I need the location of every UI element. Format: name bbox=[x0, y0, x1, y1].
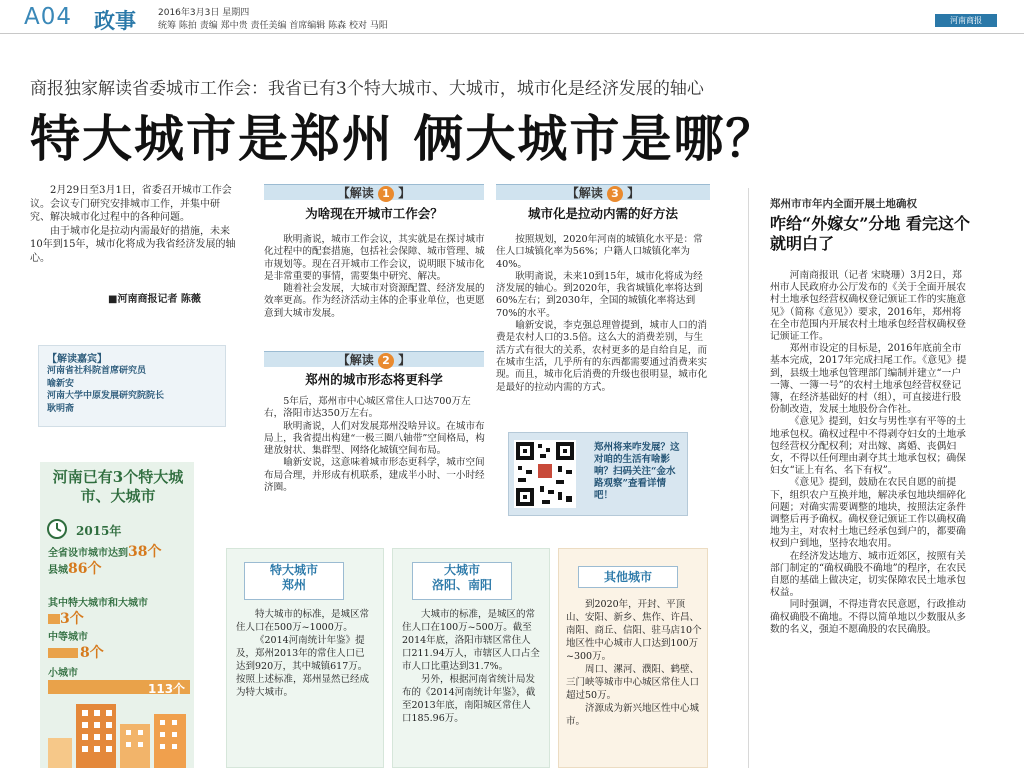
city-box-megacity-body: 特大城市的标准，是城区常住人口在500万~1000万。 《2014河南统计年鉴》提及，郑州2013年的常住人口已达到920万，其中城镇617万。按照上述标准，郑州显然已经成为特大城市。 bbox=[236, 609, 370, 698]
right-headline: 咋给“外嫁女”分地 看完这个就明白了 bbox=[770, 214, 970, 253]
city-box-other-title: 其他城市 bbox=[578, 566, 678, 588]
guest-2-name: 耿明斋 bbox=[47, 403, 75, 414]
jiedu-1-paragraph-1: 耿明斋说，城市工作会议，其实就是在探讨城市化过程中的配套措施，包括社会保障、城市管理、城市规划等。现在召开城市工作会议，说明眼下城市化是非常重要的事情，需要集中研究、解决。 bbox=[264, 234, 485, 282]
guests-title: 【解读嘉宾】 bbox=[47, 354, 107, 365]
lead-paragraph-1: 2月29日至3月1日，省委召开城市工作会议。会议专门研究安排城市工作，并集中研究、解决城市化过程中的各种问题。 bbox=[30, 185, 232, 223]
bar-medium bbox=[48, 648, 78, 658]
brand-logo: 河南商报 bbox=[935, 14, 997, 27]
right-kicker: 郑州市市年内全面开展土地确权 bbox=[770, 198, 917, 210]
buildings-illustration bbox=[48, 698, 192, 768]
jiedu-3-paragraph-2: 耿明斋说，未来10到15年，城市化将成为经济发展的轴心。到2020年，我省城镇化率将达到60%左右；到2030年，全国的城镇化率将达到70%的水平。 bbox=[496, 270, 703, 319]
jiedu-3-body bbox=[496, 234, 712, 394]
jiedu-2-paragraph-3: 喻新安说，这意味着城市形态更科学，城市空间布局合理，并形成有机联系，建成半小时、一小时经济圈。 bbox=[264, 457, 485, 494]
jiedu-2-badge: 2 bbox=[378, 353, 394, 369]
jiedu-3-paragraph-3: 喻新安说，李克强总理曾提到，城市人口的消费是农村人口的3.5倍。这么大的消费差别，与生活方式有很大的关系，农村更多的是自给自足，而在城市生活，几乎所有的东西都需要通过消费来实现。而且，城市化后消费的升级也很明显，城市化是最好的拉动内需的方式。 bbox=[496, 320, 708, 393]
qr-code[interactable] bbox=[514, 440, 576, 508]
info-line-1: 全省设市城市达到38个 bbox=[48, 544, 162, 560]
guests-box bbox=[38, 345, 226, 427]
info-line-2: 县城86个 bbox=[48, 561, 102, 577]
jiedu-1-title: 为啥现在开城市工作会？ bbox=[305, 206, 443, 221]
guest-2-title: 河南大学中原发展研究院院长 bbox=[47, 391, 165, 401]
qr-promo-text: 郑州将来咋发展？这对咱的生活有啥影响？扫码关注“金水路观察”查看详情吧！ bbox=[594, 442, 680, 501]
jiedu-1-body bbox=[264, 234, 486, 320]
bar-small-value: 113个 bbox=[148, 682, 186, 696]
jiedu-2-paragraph-1: 5年后，郑州市中心城区常住人口达700万左右，洛阳市达350万左右。 bbox=[264, 396, 471, 420]
guest-1-name: 喻新安 bbox=[47, 378, 75, 389]
issue-date: 2016年3月3日 星期四 bbox=[158, 8, 250, 18]
jiedu-2-label: 【解读 2 】 bbox=[337, 353, 411, 367]
jiedu-3-label: 【解读 3 】 bbox=[566, 186, 640, 200]
headline: 特大城市是郑州 俩大城市是哪？ bbox=[30, 109, 778, 168]
info-line-3-label: 其中特大城市和大城市 bbox=[48, 598, 148, 609]
city-box-large-city-title: 大城市 洛阳、南阳 bbox=[412, 562, 512, 600]
jiedu-3-paragraph-1: 按照规划，2020年河南的城镇化水平是：常住人口城镇化率为56%；户籍人口城镇化率为40%。 bbox=[496, 234, 703, 270]
column-divider bbox=[748, 188, 749, 768]
kicker: 商报独家解读省委城市工作会：我省已有3个特大城市、大城市，城市化是经济发展的轴心 bbox=[30, 79, 704, 99]
lead-reporter: ■河南商报记者 陈薇 bbox=[108, 294, 201, 305]
bar-large bbox=[48, 614, 60, 624]
lead-text bbox=[30, 184, 236, 265]
jiedu-3-badge: 3 bbox=[607, 186, 623, 202]
staff-credits: 统筹 陈拍 责编 郑中贵 责任美编 首席编辑 陈森 校对 马阳 bbox=[158, 21, 388, 31]
lead-paragraph-2: 由于城市化是拉动内需最好的措施，未来10年到15年，城市化将成为我省经济发展的轴心。 bbox=[30, 225, 236, 264]
jiedu-2-body bbox=[264, 396, 486, 494]
city-box-megacity-title: 特大城市 郑州 bbox=[244, 562, 344, 600]
city-box-large-city-body: 大城市的标准，是城区的常住人口在100万~500万。截至2014年底，洛阳市辖区常住人口211.94万人，市辖区人口占全市人口比重达到31.7%。 另外，根据河南省统计局发布的《2014河南统计年鉴》，截至2013年底，南阳城区常住人口185.96万。 bbox=[402, 609, 540, 724]
page-number: A04 bbox=[24, 4, 73, 30]
info-line-5-label: 小城市 bbox=[48, 668, 78, 679]
guest-1-title: 河南省社科院首席研究员 bbox=[47, 366, 147, 376]
page-header bbox=[0, 0, 1024, 34]
right-article-body: 河南商报讯（记者 宋晓珊）3月2日，郑州市人民政府办公厅发布的《关于全面开展农村土地承包经营权确权登记颁证工作的实施意见》（简称《意见》）要求，2016年，郑州将在全市范围内开展农村土地承包经营权确权登记颁证工作。 郑州市设定的目标是，2016年底前全市基本完成，2017年完成扫尾工作。《意见》提到，县级土地承包管理部门编制并建立“一户一簿、一簿一号”的农村土地承包经营权登记簿，在经济基础好的村（组），可直接进行股份制改造，发展土地股份合作社。 《意见》提到，妇女与男性享有平等的土地承包权。确权过程中不得剥夺妇女的土地承包经营权分配权利；对出嫁、离婚、丧偶妇女，不得以任何理由剥夺其土地承包权；确保妇女“证上有名、名下有权”。 《意见》提到，鼓励在农民自愿的前提下，组织农户互换并地，解决承包地块细碎化问题；对确实需要调整的地块，按照法定条件调整后再予确权。确权登记颁证工作以确权确地为主，对农村土地已经承包到户的，都要确权到户到地，坚持农地农用。 在经济发达地方、城市近郊区，按照有关部门制定的“确权确股不确地”的程序，在农民自愿的基础上做决定，切实保障农民土地承包权益。 同时强调，不得违背农民意愿，行政推动确权确股不确地。不得以简单地以少数服从多数的名义，强迫不愿确股的农民确股。 bbox=[770, 270, 967, 635]
jiedu-3-title: 城市化是拉动内需的好方法 bbox=[527, 206, 678, 221]
section-name: 政事 bbox=[94, 8, 136, 33]
jiedu-2-paragraph-2: 耿明斋说，人们对发展郑州没啥异议。在城市布局上，我省提出构建“一极三圈八轴带”空间格局，构建放射状、集群型、网络化城镇空间布局。 bbox=[264, 420, 485, 457]
city-box-other-body: 到2020年，开封、平顶山、安阳、新乡、焦作、许昌、南阳、商丘、信阳、驻马店10个地区性中心城市人口达到100万~300万。 周口、漯河、濮阳、鹤壁、三门峡等城市中心城区常住人口超过50万。 济源成为新兴地区性中心城市。 bbox=[566, 599, 702, 727]
jiedu-1-label: 【解读 1 】 bbox=[337, 186, 411, 200]
info-line-4-value: 8个 bbox=[80, 645, 104, 661]
jiedu-1-badge: 1 bbox=[378, 186, 394, 202]
infographic-title: 河南已有3个特大城市、大城市 bbox=[52, 468, 184, 505]
info-year: 2015年 bbox=[76, 524, 122, 538]
jiedu-2-title: 郑州的城市形态将更科学 bbox=[305, 372, 443, 387]
info-line-3-value: 3个 bbox=[60, 611, 84, 627]
clock-icon bbox=[46, 518, 68, 540]
info-line-4-label: 中等城市 bbox=[48, 632, 88, 643]
jiedu-1-paragraph-2: 随着社会发展，大城市对资源配置、经济发展的效率更高。作为经济活动主体的企事业单位，也更愿意到大城市发展。 bbox=[264, 283, 485, 319]
